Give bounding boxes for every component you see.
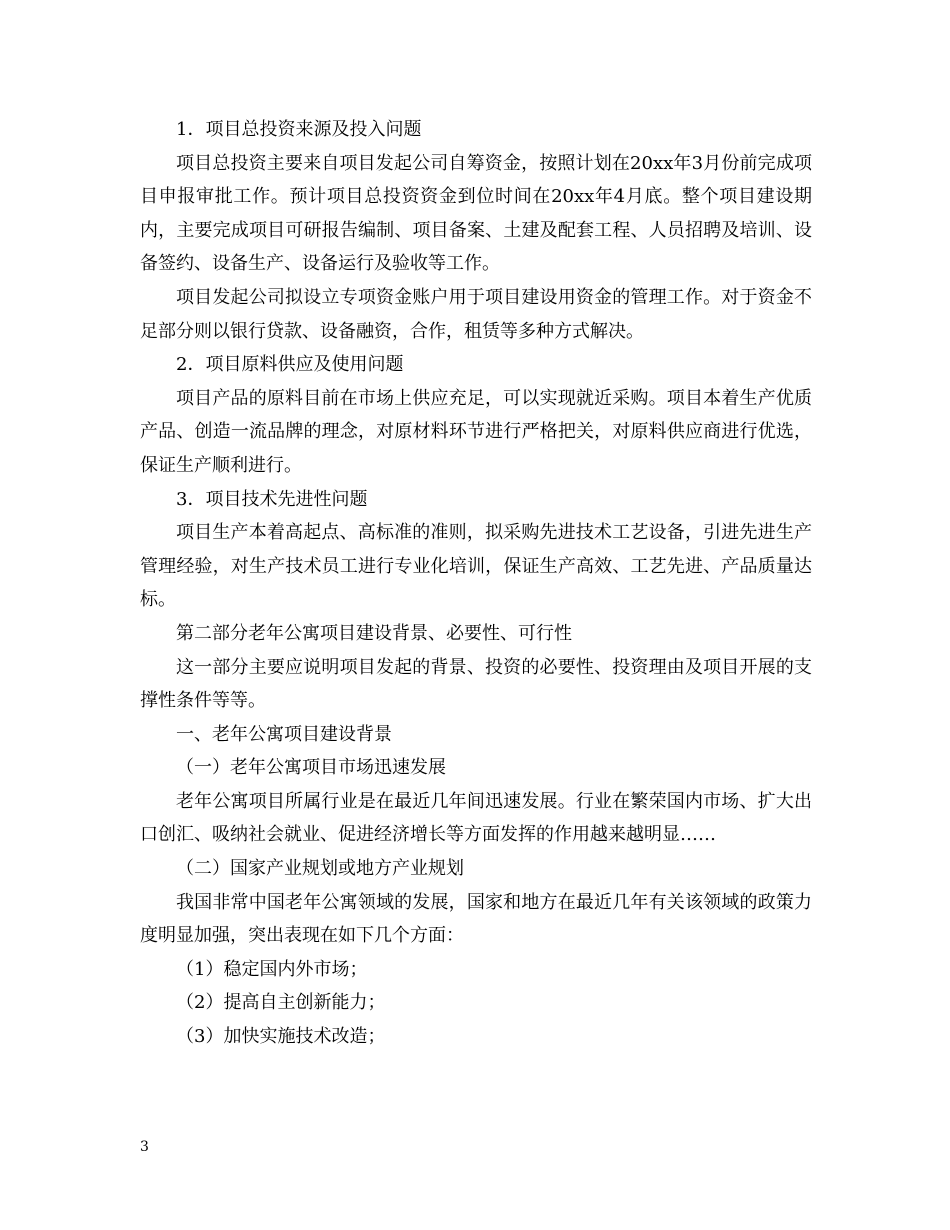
paragraph-market-growth: 老年公寓项目所属行业是在最近几年间迅速发展。行业在繁荣国内市场、扩大出口创汇、吸纳社会就业、促进经济增长等方面发挥的作用越来越明显…… bbox=[140, 790, 812, 846]
paragraph-investment-plan: 项目总投资主要来自项目发起公司自筹资金，按照计划在20xx年3月份前完成项目申报审批工作。预计项目总投资资金到位时间在20xx年4月底。整个项目建设期内，主要完成项目可研报告编制、项目备案、土建及配套工程、人员招聘及培训、设备签约、设备生产、设备运行及验收等工作。 bbox=[140, 152, 812, 275]
list-item-innovation: （2）提高自主创新能力； bbox=[176, 992, 386, 1014]
list-item-stabilize-market: （1）稳定国内外市场； bbox=[176, 958, 368, 980]
list-item-technical-upgrade: （3）加快实施技术改造； bbox=[176, 1026, 386, 1048]
subheading-market-growth: （一）老年公寓项目市场迅速发展 bbox=[176, 757, 446, 779]
heading-part-two: 第二部分老年公寓项目建设背景、必要性、可行性 bbox=[176, 622, 572, 644]
paragraph-fund-account: 项目发起公司拟设立专项资金账户用于项目建设用资金的管理工作。对于资金不足部分则以银行贷款、设备融资，合作，租赁等多种方式解决。 bbox=[140, 286, 812, 342]
heading-raw-material: 2．项目原料供应及使用问题 bbox=[176, 354, 404, 376]
paragraph-raw-material: 项目产品的原料目前在市场上供应充足，可以实现就近采购。项目本着生产优质产品、创造一流品牌的理念，对原材料环节进行严格把关，对原料供应商进行优选，保证生产顺利进行。 bbox=[140, 387, 812, 476]
heading-investment-source: 1．项目总投资来源及投入问题 bbox=[176, 119, 422, 140]
paragraph-industry-planning: 我国非常中国老年公寓领域的发展，国家和地方在最近几年有关该领域的政策力度明显加强，突出表现在如下几个方面： bbox=[140, 891, 812, 947]
paragraph-technology: 项目生产本着高起点、高标准的准则，拟采购先进技术工艺设备，引进先进生产管理经验，对生产技术员工进行专业化培训，保证生产高效、工艺先进、产品质量达标。 bbox=[140, 522, 812, 611]
subheading-industry-planning: （二）国家产业规划或地方产业规划 bbox=[176, 858, 464, 880]
heading-technology: 3．项目技术先进性问题 bbox=[176, 488, 368, 510]
document-body bbox=[140, 113, 812, 1054]
page-number: 3 bbox=[140, 1139, 149, 1155]
paragraph-part-two-intro: 这一部分主要应说明项目发起的背景、投资的必要性、投资理由及项目开展的支撑性条件等等。 bbox=[140, 656, 812, 712]
heading-background: 一、老年公寓项目建设背景 bbox=[176, 723, 392, 745]
